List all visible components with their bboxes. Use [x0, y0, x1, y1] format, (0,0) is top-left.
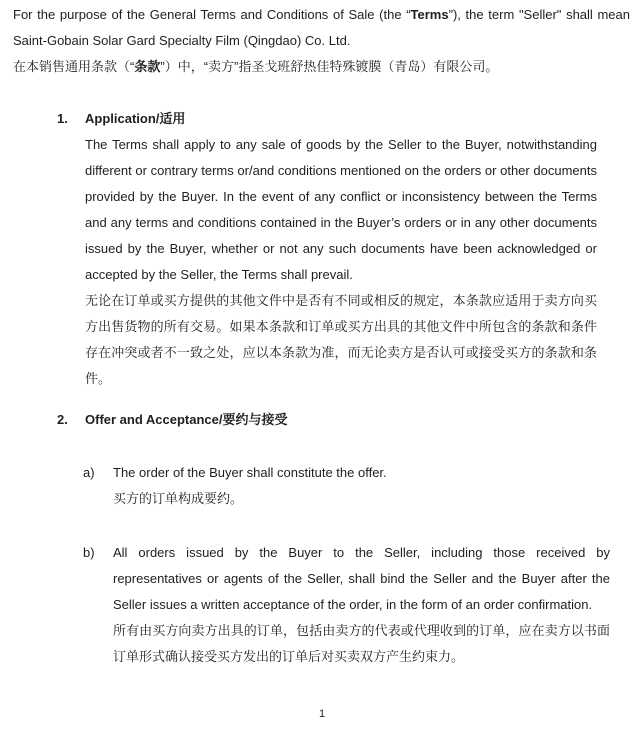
section-application: [0, 106, 644, 392]
list-item-label: b): [83, 545, 95, 560]
intro-chinese-text: 在本销售通用条款（“条款”）中，“卖方”指圣戈班舒热佳特殊镀膜（青岛）有限公司。: [13, 59, 499, 74]
section-application-body: [85, 132, 597, 392]
intro-english-text: For the purpose of the General Terms and Conditions of Sale (the “Terms”), the term "Seller" shall mean Saint-Gobain Solar Gard Specialty Film (Qingdao) Co. Ltd.: [13, 7, 630, 48]
list-item-content: [113, 460, 610, 512]
list-item-english: All orders issued by the Buyer to the Seller, including those received by representatives or agents of the Seller, shall bind the Seller and the Buyer after the Seller issues a written acceptance of the order, in the form of an order confirmation.: [113, 545, 610, 612]
section-title: Offer and Acceptance/要约与接受: [85, 412, 288, 427]
section-application-heading: [57, 106, 644, 132]
list-item-content: [113, 540, 610, 670]
section-application-body-english: The Terms shall apply to any sale of goods by the Seller to the Buyer, notwithstanding different or contrary terms or/and conditions mentioned on the orders or other documents provided by the Buyer. In the event of any conflict or inconsistency between the Terms and any terms and conditions contained in the Buyer’s orders or in any other documents issued by the Buyer, whether or not any such documents have been acknowledged or accepted by the Seller, the Terms shall prevail.: [85, 137, 597, 282]
section-number: 1.: [57, 111, 68, 126]
list-item-b: [83, 540, 644, 670]
list-item-label: a): [83, 465, 95, 480]
list-item-english: The order of the Buyer shall constitute the offer.: [113, 465, 387, 480]
section-number: 2.: [57, 412, 68, 427]
page-number: 1: [318, 708, 326, 720]
section-title: Application/适用: [85, 111, 186, 126]
section-application-body-chinese: 无论在订单或买方提供的其他文件中是否有不同或相反的规定，本条款应适用于卖方向买方出售货物的所有交易。如果本条款和订单或买方出具的其他文件中所包含的条款和条件存在冲突或者不一致之处，应以本条款为准，而无论卖方是否认可或接受买方的条款和条件。: [85, 293, 597, 386]
list-item-chinese: 买方的订单构成要约。: [113, 491, 244, 506]
list-item-chinese: 所有由买方向卖方出具的订单，包括由卖方的代表或代理收到的订单，应在卖方以书面订单形式确认接受买方发出的订单后对买卖双方产生约束力。: [113, 623, 610, 664]
intro-paragraph: [0, 0, 644, 80]
section-offer-acceptance-heading: [57, 407, 644, 433]
list-item-a: [83, 460, 644, 512]
section-offer-acceptance: [0, 407, 644, 670]
